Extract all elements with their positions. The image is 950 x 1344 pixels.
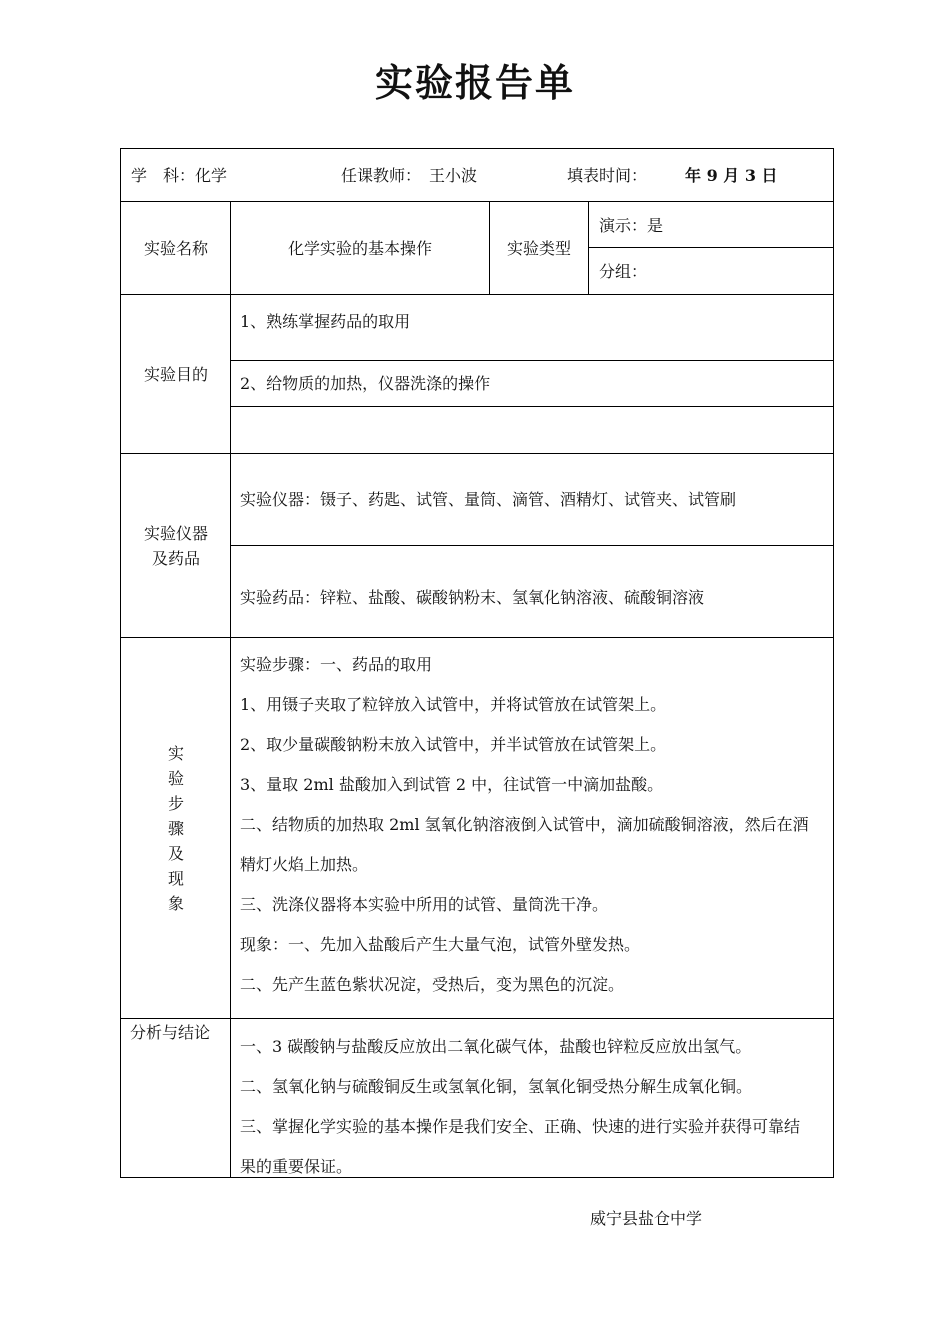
date-label: 填表时间：	[567, 166, 648, 185]
steps-label-char: 实	[167, 744, 184, 763]
steps-label-char: 验	[167, 769, 184, 788]
demo-field: 演示：是	[599, 216, 664, 235]
purpose-item: 2、给物质的加热，仪器洗涤的操作	[240, 374, 491, 393]
steps-label-char: 及	[167, 844, 184, 863]
materials-label-line1: 实验仪器	[143, 524, 208, 543]
teacher-field: 任课教师： 王小波	[341, 166, 478, 185]
instruments-text: 实验仪器：镊子、药匙、试管、量筒、滴管、酒精灯、试管夹、试管刷	[240, 490, 737, 509]
group-field: 分组：	[599, 262, 648, 281]
analysis-line: 一、3 碳酸钠与盐酸反应放出二氧化碳气体，盐酸也锌粒反应放出氢气。	[240, 1037, 752, 1056]
steps-label-char: 象	[167, 894, 184, 913]
analysis-line: 果的重要保证。	[240, 1157, 353, 1176]
school-name: 威宁县盐仓中学	[590, 1209, 703, 1228]
report-table	[120, 148, 834, 1178]
experiment-type-label: 实验类型	[506, 239, 571, 258]
steps-line: 三、洗涤仪器将本实验中所用的试管、量筒洗干净。	[240, 895, 609, 914]
steps-label-char: 步	[167, 794, 184, 813]
analysis-line: 二、氢氧化钠与硫酸铜反生或氢氧化铜，氢氧化铜受热分解生成氧化铜。	[240, 1077, 753, 1096]
purpose-item: 1、熟练掌握药品的取用	[240, 312, 411, 331]
materials-label-line2: 及药品	[151, 549, 200, 568]
steps-line: 实验步骤：一、药品的取用	[240, 655, 433, 674]
steps-label	[121, 741, 231, 916]
experiment-name-label: 实验名称	[143, 239, 208, 258]
steps-line: 1、用镊子夹取了粒锌放入试管中，并将试管放在试管架上。	[240, 695, 667, 714]
steps-line: 2、取少量碳酸钠粉末放入试管中，并半试管放在试管架上。	[240, 735, 667, 754]
page-title: 实验报告单	[374, 60, 575, 105]
subject-field: 学 科：化学	[131, 166, 228, 185]
steps-line: 二、结物质的加热取 2ml 氢氧化钠溶液倒入试管中，滴加硫酸铜溶液，然后在酒	[240, 815, 809, 834]
purpose-label: 实验目的	[143, 365, 208, 384]
reagents-text: 实验药品：锌粒、盐酸、碳酸钠粉末、氢氧化钠溶液、硫酸铜溶液	[240, 588, 705, 607]
observation-line: 二、先产生蓝色紫状况淀，受热后，变为黑色的沉淀。	[240, 975, 625, 994]
experiment-name: 化学实验的基本操作	[287, 239, 432, 258]
analysis-label: 分析与结论	[130, 1023, 211, 1042]
steps-line: 3、量取 2ml 盐酸加入到试管 2 中，往试管一中滴加盐酸。	[240, 775, 664, 794]
analysis-line: 三、掌握化学实验的基本操作是我们安全、正确、快速的进行实验并获得可靠结	[240, 1117, 801, 1136]
date-value: 年 9 月 3 日	[685, 166, 778, 185]
steps-label-char: 现	[167, 869, 184, 888]
steps-label-char: 骤	[167, 819, 184, 838]
observation-line: 现象：一、先加入盐酸后产生大量气泡，试管外壁发热。	[240, 935, 641, 954]
steps-line: 精灯火焰上加热。	[240, 855, 369, 874]
